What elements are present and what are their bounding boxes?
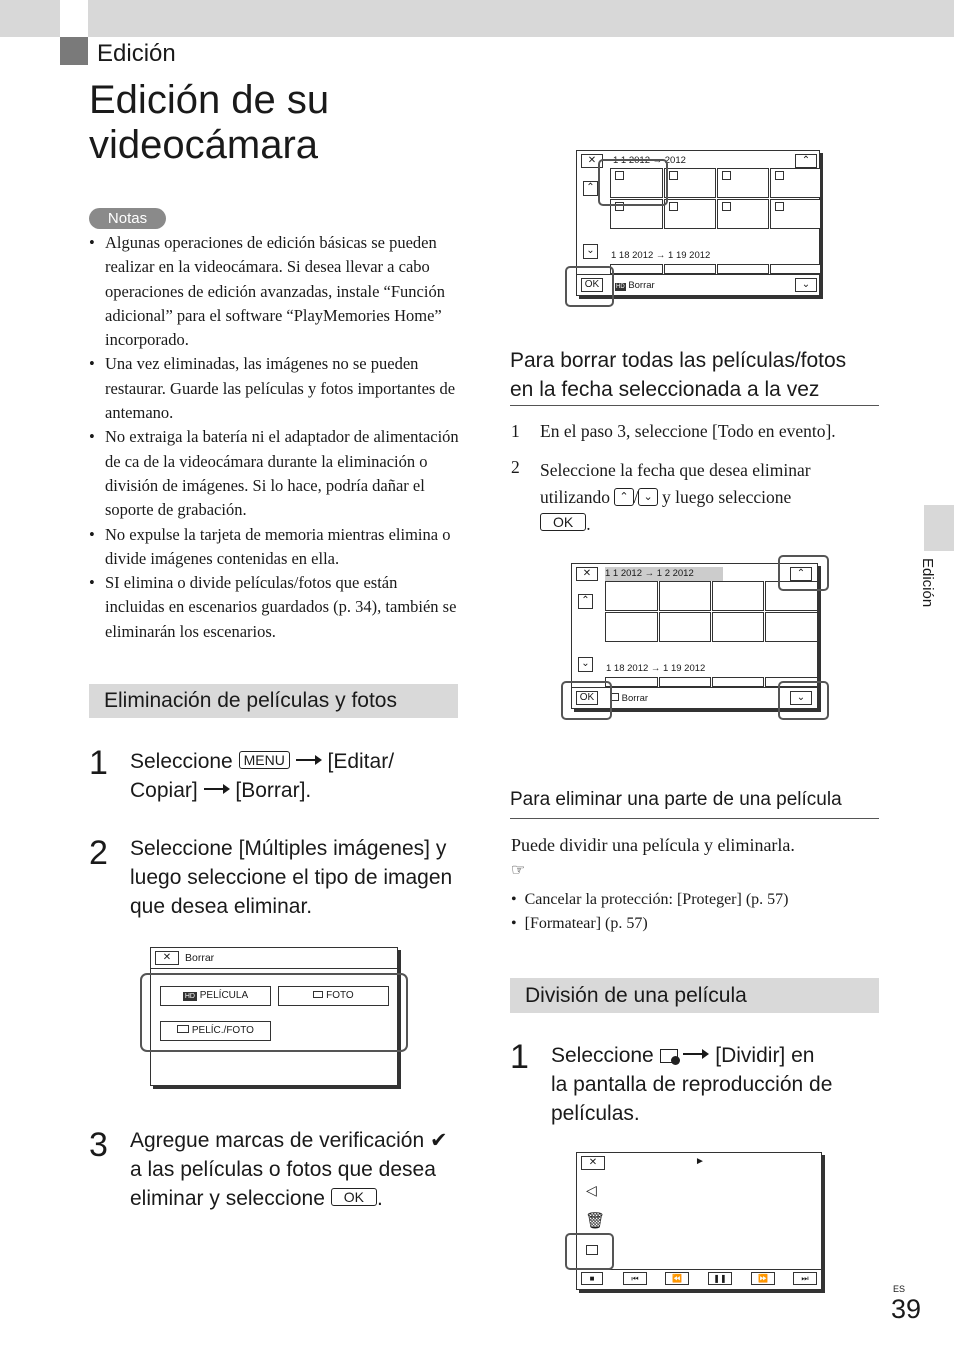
- page-title: [89, 78, 489, 168]
- notes-list: [89, 231, 461, 644]
- screen-title: Borrar: [185, 952, 215, 964]
- note-item: • Una vez eliminadas, las imágenes no se pueden restaurar. Guarde las películas y fotos importantes de antemano.: [89, 352, 461, 425]
- arrow-icon: [204, 784, 230, 794]
- checkbox-icon: [669, 171, 678, 180]
- reference-list: [511, 888, 871, 936]
- play-indicator-icon: ►: [695, 1156, 705, 1167]
- option-label: PELÍC./FOTO: [191, 1025, 254, 1036]
- checkbox-icon: [669, 202, 678, 211]
- close-button[interactable]: ✕: [581, 1156, 605, 1170]
- pause-button[interactable]: ❚❚: [708, 1272, 732, 1285]
- step-text: [Borrar].: [235, 779, 312, 802]
- ok-key: OK: [540, 513, 586, 531]
- fast-forward-button[interactable]: ⏩: [751, 1272, 775, 1285]
- thumbnail[interactable]: [659, 612, 711, 642]
- thumbnail[interactable]: [717, 199, 769, 229]
- thumbnail[interactable]: [712, 677, 764, 687]
- volume-icon[interactable]: ◁: [586, 1182, 597, 1198]
- header-gap: [60, 0, 88, 37]
- page-up-button[interactable]: ⌃: [790, 567, 812, 581]
- delete-label: [615, 280, 655, 291]
- highlight-box: [565, 1233, 614, 1270]
- scroll-down-button[interactable]: ⌄: [583, 244, 598, 259]
- heading-line: en la fecha seleccionada a la vez: [510, 378, 820, 401]
- note-item: • Algunas operaciones de edición básicas se pueden realizar en la videocámara. Si desea llevar a cabo operaciones de edición avanzadas, instale “Función adicional” para el software “PlayMemories Home” incorporado.: [89, 231, 461, 352]
- page-down-button[interactable]: ⌄: [790, 691, 812, 705]
- close-button[interactable]: ✕: [576, 567, 598, 581]
- highlight-box: [565, 266, 614, 307]
- date-text: 1 18 2012: [606, 663, 649, 674]
- checkbox-icon: [775, 171, 784, 180]
- step-text: películas.: [551, 1102, 640, 1125]
- heading-line: Para borrar todas las películas/fotos: [510, 349, 847, 372]
- divider: [577, 1269, 821, 1270]
- highlight-box: [140, 973, 408, 1052]
- step-3-text: [130, 1126, 462, 1213]
- body-text: Puede dividir una película y eliminarla.: [511, 835, 795, 855]
- delete-label: [610, 693, 648, 704]
- date-text: 1 18 2012: [611, 250, 654, 261]
- thumbnail[interactable]: [770, 264, 821, 274]
- screen-playback: [576, 1152, 822, 1290]
- step-text: Seleccione la fecha que desea eliminar: [540, 460, 811, 480]
- list-text: [540, 457, 890, 538]
- scroll-down-button[interactable]: ⌄: [578, 657, 593, 672]
- ok-button[interactable]: OK: [576, 691, 598, 705]
- highlight-box: [561, 681, 612, 720]
- date-text: 1 1 2012: [605, 568, 642, 579]
- checkbox-icon: [722, 171, 731, 180]
- close-button[interactable]: ✕: [155, 951, 179, 965]
- arrow-icon: [683, 1049, 709, 1059]
- scroll-up-button[interactable]: ⌃: [583, 181, 598, 196]
- header-band: [0, 0, 954, 37]
- hd-icon: HD: [616, 284, 625, 290]
- delete-text: Borrar: [621, 693, 649, 704]
- side-tab: [924, 505, 954, 551]
- step-text: .: [586, 514, 591, 534]
- thumbnail[interactable]: [605, 677, 658, 687]
- step-text: la pantalla de reproducción de: [551, 1073, 833, 1096]
- split-icon: [660, 1049, 678, 1063]
- step-text: a las películas o fotos que desea eliminar y seleccione: [130, 1158, 436, 1210]
- menu-key: MENU: [239, 751, 290, 769]
- step-1-text: [130, 747, 460, 805]
- date-text: 2012: [664, 155, 686, 166]
- date-range-label: 1 1 2012 → 1 2 2012: [605, 567, 723, 581]
- thumbnail[interactable]: [664, 168, 716, 198]
- next-button[interactable]: ⏭: [793, 1272, 817, 1285]
- checkbox-icon: [775, 202, 784, 211]
- reference-item: • [Formatear] (p. 57): [511, 915, 648, 932]
- ok-button[interactable]: OK: [581, 278, 603, 292]
- option-label: PELÍCULA: [199, 990, 249, 1001]
- page-title-line1: Edición de su: [89, 78, 330, 122]
- highlight-box: [598, 159, 668, 206]
- thumbnail[interactable]: [659, 581, 711, 611]
- rewind-button[interactable]: ⏪: [665, 1272, 689, 1285]
- reference-text: [Formatear] (p. 57): [524, 915, 648, 932]
- thumbnail[interactable]: [770, 199, 821, 229]
- highlight-box: [778, 555, 829, 591]
- step-text: .: [377, 1187, 383, 1210]
- step-number: 2: [89, 834, 108, 872]
- delete-text: Borrar: [628, 280, 655, 291]
- page-number: 39: [891, 1294, 922, 1324]
- date-range-label: 1 18 2012 → 1 19 2012: [611, 250, 711, 261]
- checkbox-icon: [722, 202, 731, 211]
- step-number: 3: [89, 1126, 108, 1164]
- divider: [151, 968, 397, 969]
- trash-icon[interactable]: 🗑: [585, 1213, 606, 1230]
- thumbnail[interactable]: [659, 677, 711, 687]
- thumbnail[interactable]: [717, 264, 769, 274]
- option-label: FOTO: [326, 990, 354, 1001]
- side-section-label: Edición: [919, 558, 936, 608]
- notes-badge: Notas: [89, 208, 166, 229]
- thumbnail[interactable]: [664, 199, 716, 229]
- thumbnail[interactable]: [610, 264, 663, 274]
- hand-pointer-icon: ☞: [511, 862, 526, 879]
- note-item: • No extraiga la batería ni el adaptador de alimentación de ca de la videocámara durante la eliminación o división de imágenes. Si lo hace, podría dañar el soporte de grabación.: [89, 425, 461, 522]
- note-item: • SI elimina o divide películas/fotos que están incluidas en escenarios guardados (p. 34), también se eliminarán los escenarios.: [89, 571, 461, 644]
- step-text: Agregue marcas de verificación: [130, 1129, 425, 1152]
- page-title-line2: videocámara: [89, 123, 319, 167]
- thumbnail[interactable]: [770, 168, 821, 198]
- thumbnail[interactable]: [712, 612, 764, 642]
- page-down-key-icon: ⌄: [638, 488, 657, 506]
- thumbnail[interactable]: [765, 612, 818, 642]
- arrow-icon: [296, 755, 322, 765]
- list-number: 2: [511, 457, 520, 477]
- date-range-label: 1 1 2012 → 2012: [613, 155, 686, 166]
- reference-item: • Cancelar la protección: [Proteger] (p. 57): [511, 891, 789, 908]
- page-up-button[interactable]: ⌃: [795, 154, 817, 168]
- stop-button[interactable]: ■: [581, 1272, 603, 1285]
- ok-key: OK: [331, 1188, 377, 1206]
- date-text: 1 19 2012: [663, 663, 706, 674]
- split-step-text: [551, 1041, 881, 1128]
- note-item: • No expulse la tarjeta de memoria mientras elimina o divide imágenes contenidas en ella.: [89, 523, 461, 572]
- step-number: 1: [510, 1038, 529, 1076]
- language-code: ES: [893, 1284, 906, 1294]
- reference-text: Cancelar la protección: [Proteger] (p. 57): [524, 891, 789, 908]
- thumbnail[interactable]: [605, 612, 658, 642]
- section-marker: [60, 37, 88, 65]
- highlight-box: [778, 681, 829, 720]
- thumbnail[interactable]: [717, 168, 769, 198]
- step-text: Seleccione: [130, 750, 233, 773]
- scroll-up-button[interactable]: ⌃: [578, 594, 593, 609]
- list-text: En el paso 3, seleccione [Todo en evento].: [540, 421, 836, 441]
- thumbnail[interactable]: [712, 581, 764, 611]
- step-text: [Editar/: [327, 750, 395, 773]
- step-2-text: Seleccione [Múltiples imágenes] y luego seleccione el tipo de imagen que desea eliminar.: [130, 837, 453, 918]
- date-range-label: 1 18 2012 → 1 19 2012: [606, 663, 706, 674]
- step-text: [Dividir] en: [715, 1044, 815, 1067]
- thumbnail[interactable]: [664, 264, 716, 274]
- step-text: utilizando: [540, 487, 610, 507]
- step-text: Copiar]: [130, 779, 198, 802]
- list-number: 1: [511, 421, 520, 441]
- section-label: Edición: [97, 40, 176, 67]
- page-down-button[interactable]: ⌄: [795, 278, 817, 292]
- section-heading-delete-part: Para eliminar una parte de una película: [510, 789, 879, 819]
- section-heading-split: División de una película: [510, 978, 879, 1013]
- section-heading-delete-all: [510, 346, 879, 406]
- date-text: 1 2 2012: [656, 568, 694, 579]
- hd-icon: HD: [184, 993, 195, 1000]
- step-number: 1: [89, 744, 108, 782]
- step-text: /: [633, 487, 639, 507]
- page-up-key-icon: ⌃: [614, 488, 633, 506]
- step-text: y luego seleccione: [662, 487, 792, 507]
- check-icon: ✔: [430, 1129, 448, 1152]
- date-text: 1 1 2012: [613, 155, 650, 166]
- previous-button[interactable]: ⏮: [623, 1272, 647, 1285]
- step-text: Seleccione: [551, 1044, 654, 1067]
- thumbnail[interactable]: [605, 581, 658, 611]
- date-text: 1 19 2012: [668, 250, 711, 261]
- close-button[interactable]: ✕: [581, 154, 603, 168]
- section-heading-delete: Eliminación de películas y fotos: [89, 684, 458, 718]
